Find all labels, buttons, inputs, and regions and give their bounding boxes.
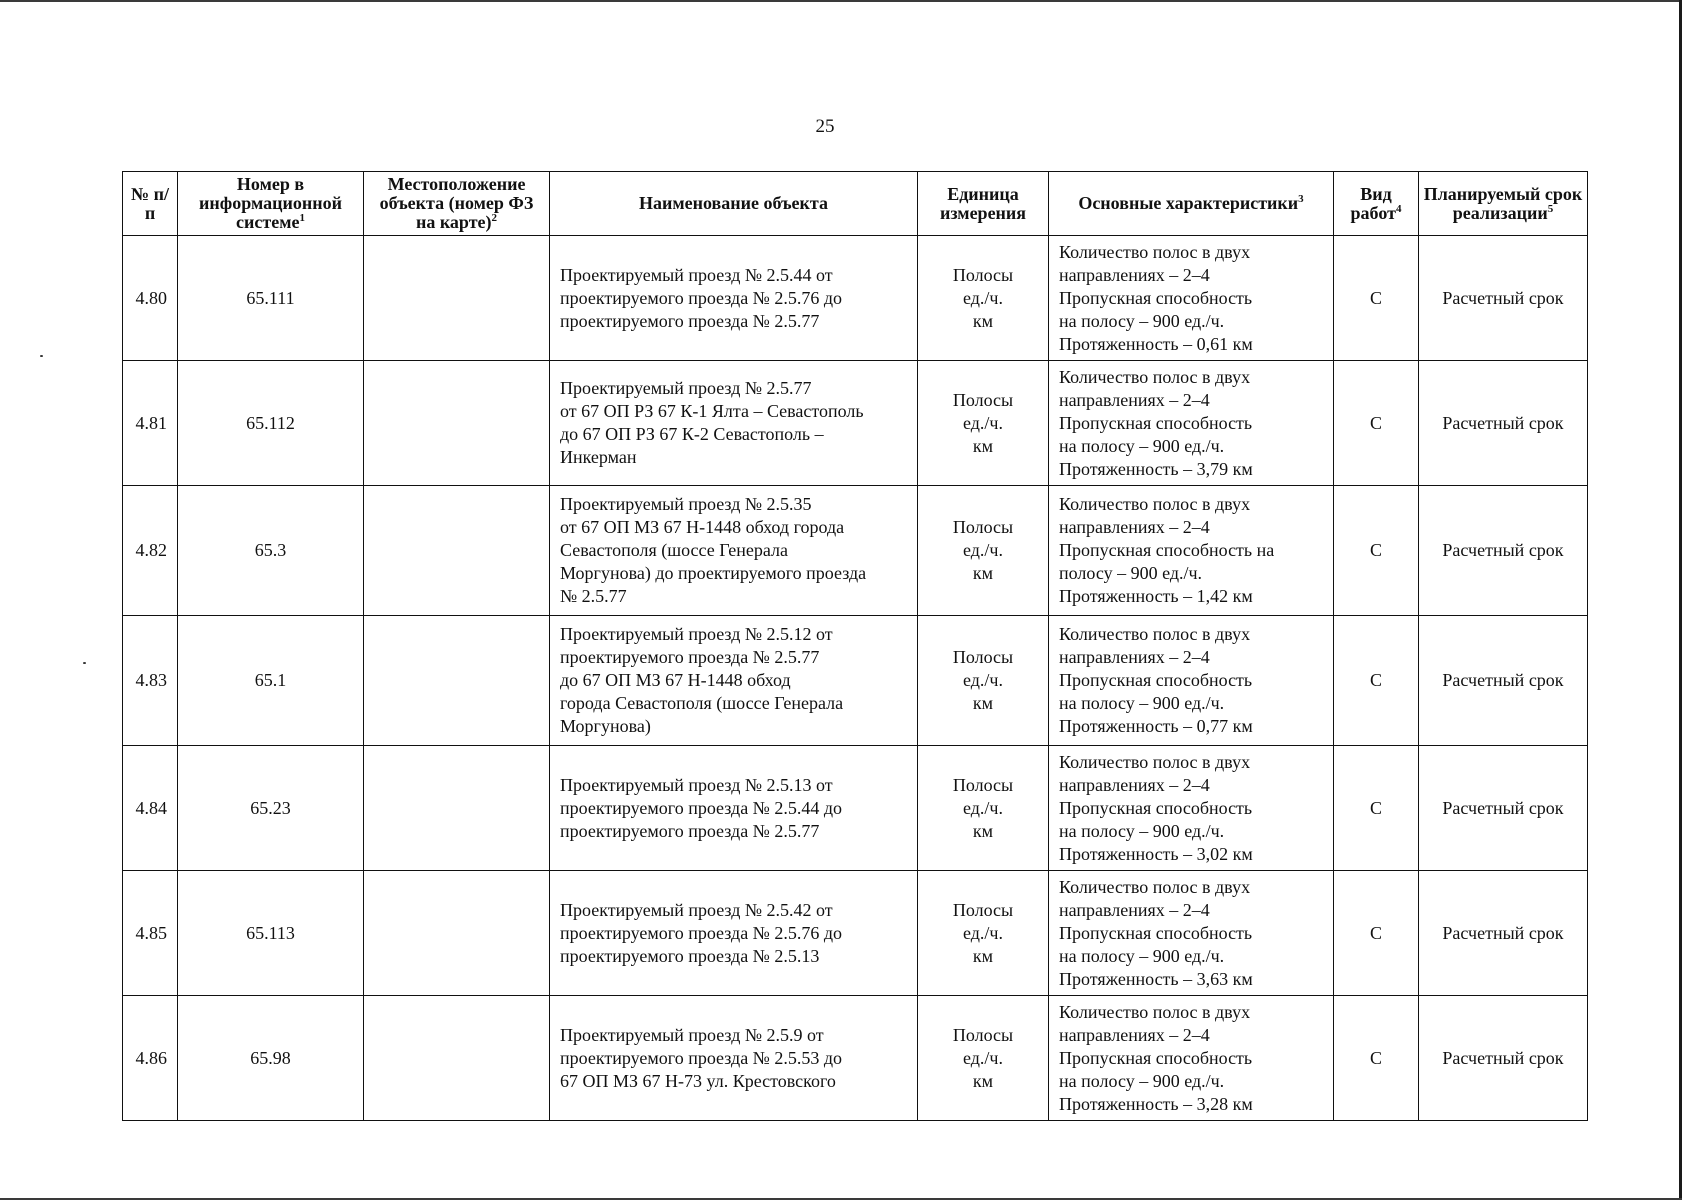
cell-line: Моргунова) bbox=[560, 716, 651, 736]
work-type-cell: С bbox=[1334, 236, 1419, 361]
cell-line: Полосы bbox=[952, 647, 1014, 667]
row-number-cell: 4.86 bbox=[123, 996, 178, 1121]
cell-line: Пропускная способность bbox=[1059, 287, 1253, 308]
work-type-cell: С bbox=[1334, 871, 1419, 996]
planned-term-cell: Расчетный срок bbox=[1419, 361, 1588, 486]
cell-line: направлениях – 2–4 bbox=[1059, 1024, 1210, 1045]
cell-line: ед./ч. bbox=[963, 287, 1003, 308]
footnote-mark: 3 bbox=[1298, 193, 1304, 205]
page-number-text: 25 bbox=[815, 116, 835, 137]
cell-line: на полосу – 900 ед./ч. bbox=[1059, 820, 1225, 841]
object-name-cell bbox=[550, 871, 918, 996]
cell-line: проектируемого проезда № 2.5.13 bbox=[560, 945, 820, 966]
objects-table bbox=[122, 171, 1588, 1121]
header-cell-text: Номер в информационной системе bbox=[199, 174, 342, 232]
row-number-cell: 4.85 bbox=[123, 871, 178, 996]
cell-line: направлениях – 2–4 bbox=[1059, 647, 1210, 667]
cell-line: от 67 ОП РЗ 67 К-1 Ялта – Севастополь bbox=[560, 401, 864, 421]
header-cell bbox=[918, 172, 1049, 236]
unit-cell bbox=[918, 236, 1049, 361]
location-cell bbox=[364, 871, 550, 996]
header-cell-text: Основные характеристики bbox=[1078, 193, 1299, 213]
unit-cell bbox=[918, 996, 1049, 1121]
cell-line: 67 ОП МЗ 67 Н-73 ул. Крестовского bbox=[560, 1070, 836, 1091]
scan-speck bbox=[40, 355, 43, 357]
cell-line: км bbox=[972, 693, 994, 713]
cell-line: Проектируемый проезд № 2.5.12 от bbox=[560, 624, 833, 644]
cell-line: Полосы bbox=[952, 264, 1014, 285]
cell-line: проектируемого проезда № 2.5.77 bbox=[560, 310, 820, 331]
cell-line: Моргунова) до проектируемого проезда bbox=[560, 563, 867, 583]
table-row bbox=[123, 486, 1588, 616]
cell-line: на полосу – 900 ед./ч. bbox=[1059, 310, 1225, 331]
header-cell bbox=[364, 172, 550, 236]
cell-line: Полосы bbox=[952, 774, 1014, 795]
cell-line: Пропускная способность bbox=[1059, 922, 1253, 943]
header-cell bbox=[1049, 172, 1334, 236]
cell-line: направлениях – 2–4 bbox=[1059, 899, 1210, 920]
cell-line: Количество полос в двух bbox=[1059, 1001, 1251, 1022]
unit-cell bbox=[918, 871, 1049, 996]
object-name-cell bbox=[550, 486, 918, 616]
header-cell bbox=[123, 172, 178, 236]
cell-line: от 67 ОП МЗ 67 Н-1448 обход города bbox=[560, 517, 845, 537]
characteristics-cell bbox=[1049, 236, 1334, 361]
object-name-cell bbox=[550, 236, 918, 361]
unit-cell bbox=[918, 486, 1049, 616]
cell-line: ед./ч. bbox=[963, 412, 1003, 433]
cell-line: направлениях – 2–4 bbox=[1059, 774, 1210, 795]
table-row bbox=[123, 746, 1588, 871]
row-number-cell: 4.80 bbox=[123, 236, 178, 361]
system-number-cell: 65.98 bbox=[178, 996, 364, 1121]
system-number-cell: 65.3 bbox=[178, 486, 364, 616]
cell-line: Количество полос в двух bbox=[1059, 876, 1251, 897]
cell-line: км bbox=[972, 563, 994, 583]
cell-line: города Севастополя (шоссе Генерала bbox=[560, 693, 844, 713]
planned-term-cell: Расчетный срок bbox=[1419, 236, 1588, 361]
cell-line: Пропускная способность bbox=[1059, 412, 1253, 433]
cell-line: Протяженность – 1,42 км bbox=[1059, 586, 1253, 606]
cell-line: проектируемого проезда № 2.5.77 bbox=[560, 647, 820, 667]
scan-border-top bbox=[0, 0, 1682, 2]
header-cell-text: Местоположение объекта (номер ФЗ на карте) bbox=[379, 174, 534, 232]
row-number-cell: 4.83 bbox=[123, 616, 178, 746]
cell-line: Севастополя (шоссе Генерала bbox=[560, 540, 788, 560]
header-cell-text: Наименование объекта bbox=[639, 193, 828, 213]
page-number bbox=[0, 116, 1682, 138]
characteristics-cell bbox=[1049, 996, 1334, 1121]
cell-line: направлениях – 2–4 bbox=[1059, 264, 1210, 285]
object-name-cell bbox=[550, 746, 918, 871]
characteristics-cell bbox=[1049, 361, 1334, 486]
unit-cell bbox=[918, 361, 1049, 486]
cell-line: до 67 ОП МЗ 67 Н-1448 обход bbox=[560, 670, 791, 690]
footnote-mark: 1 bbox=[299, 212, 305, 224]
planned-term-cell: Расчетный срок bbox=[1419, 871, 1588, 996]
footnote-mark: 4 bbox=[1395, 202, 1402, 215]
cell-line: Протяженность – 3,28 км bbox=[1059, 1093, 1253, 1114]
cell-line: ед./ч. bbox=[963, 1047, 1003, 1068]
location-cell bbox=[364, 746, 550, 871]
cell-line: Протяженность – 3,02 км bbox=[1059, 843, 1253, 864]
cell-line: ед./ч. bbox=[963, 922, 1003, 943]
work-type-cell: С bbox=[1334, 486, 1419, 616]
cell-line: проектируемого проезда № 2.5.53 до bbox=[560, 1047, 843, 1068]
cell-line: на полосу – 900 ед./ч. bbox=[1059, 1070, 1225, 1091]
cell-line: Количество полос в двух bbox=[1059, 751, 1251, 772]
planned-term-cell: Расчетный срок bbox=[1419, 746, 1588, 871]
scan-speck bbox=[83, 662, 86, 664]
header-cell bbox=[178, 172, 364, 236]
cell-line: на полосу – 900 ед./ч. bbox=[1059, 435, 1225, 456]
object-name-cell bbox=[550, 361, 918, 486]
row-number-cell: 4.84 bbox=[123, 746, 178, 871]
cell-line: Проектируемый проезд № 2.5.44 от bbox=[560, 264, 833, 285]
cell-line: № 2.5.77 bbox=[560, 586, 627, 606]
object-name-cell bbox=[550, 616, 918, 746]
row-number-cell: 4.82 bbox=[123, 486, 178, 616]
cell-line: Проектируемый проезд № 2.5.77 bbox=[560, 378, 812, 398]
table-row bbox=[123, 871, 1588, 996]
row-number-cell: 4.81 bbox=[123, 361, 178, 486]
cell-line: Количество полос в двух bbox=[1059, 241, 1251, 262]
header-cell bbox=[1419, 172, 1588, 236]
cell-line: Количество полос в двух bbox=[1059, 494, 1251, 514]
table-body bbox=[123, 236, 1588, 1121]
cell-line: Инкерман bbox=[560, 447, 637, 467]
footnote-mark: 2 bbox=[491, 212, 498, 224]
unit-cell bbox=[918, 746, 1049, 871]
system-number-cell: 65.1 bbox=[178, 616, 364, 746]
cell-line: направлениях – 2–4 bbox=[1059, 517, 1210, 537]
work-type-cell: С bbox=[1334, 996, 1419, 1121]
cell-line: проектируемого проезда № 2.5.77 bbox=[560, 820, 820, 841]
cell-line: ед./ч. bbox=[963, 540, 1003, 560]
location-cell bbox=[364, 236, 550, 361]
system-number-cell: 65.113 bbox=[178, 871, 364, 996]
work-type-cell: С bbox=[1334, 361, 1419, 486]
cell-line: Полосы bbox=[952, 517, 1014, 537]
cell-line: Протяженность – 3,79 км bbox=[1059, 458, 1253, 479]
work-type-cell: С bbox=[1334, 616, 1419, 746]
header-row bbox=[123, 172, 1588, 236]
work-type-cell: С bbox=[1334, 746, 1419, 871]
header-cell-text: № п/п bbox=[131, 183, 169, 223]
unit-cell bbox=[918, 616, 1049, 746]
table-row bbox=[123, 616, 1588, 746]
location-cell bbox=[364, 616, 550, 746]
cell-line: Количество полос в двух bbox=[1059, 624, 1251, 644]
cell-line: км bbox=[972, 310, 994, 331]
table-header bbox=[123, 172, 1588, 236]
cell-line: Протяженность – 0,61 км bbox=[1059, 333, 1253, 354]
cell-line: проектируемого проезда № 2.5.44 до bbox=[560, 797, 843, 818]
cell-line: направлениях – 2–4 bbox=[1059, 389, 1210, 410]
cell-line: Полосы bbox=[952, 1024, 1014, 1045]
characteristics-cell bbox=[1049, 486, 1334, 616]
cell-line: проектируемого проезда № 2.5.76 до bbox=[560, 287, 843, 308]
cell-line: до 67 ОП РЗ 67 К-2 Севастополь – bbox=[560, 424, 824, 444]
system-number-cell: 65.111 bbox=[178, 236, 364, 361]
planned-term-cell: Расчетный срок bbox=[1419, 486, 1588, 616]
cell-line: Протяженность – 3,63 км bbox=[1059, 968, 1253, 989]
cell-line: полосу – 900 ед./ч. bbox=[1059, 563, 1203, 583]
cell-line: на полосу – 900 ед./ч. bbox=[1059, 693, 1225, 713]
cell-line: Проектируемый проезд № 2.5.35 bbox=[560, 494, 812, 514]
footnote-mark: 5 bbox=[1547, 202, 1554, 215]
cell-line: Протяженность – 0,77 км bbox=[1059, 716, 1253, 736]
planned-term-cell: Расчетный срок bbox=[1419, 996, 1588, 1121]
table-row bbox=[123, 236, 1588, 361]
location-cell bbox=[364, 996, 550, 1121]
planned-term-cell: Расчетный срок bbox=[1419, 616, 1588, 746]
object-name-cell bbox=[550, 996, 918, 1121]
cell-line: км bbox=[972, 945, 994, 966]
table-row bbox=[123, 361, 1588, 486]
table-row bbox=[123, 996, 1588, 1121]
cell-line: км bbox=[972, 1070, 994, 1091]
characteristics-cell bbox=[1049, 871, 1334, 996]
cell-line: Проектируемый проезд № 2.5.13 от bbox=[560, 774, 833, 795]
cell-line: Количество полос в двух bbox=[1059, 366, 1251, 387]
cell-line: Полосы bbox=[952, 899, 1014, 920]
cell-line: км bbox=[972, 820, 994, 841]
cell-line: Пропускная способность bbox=[1059, 1047, 1253, 1068]
header-cell-text: Единица измерения bbox=[939, 183, 1027, 223]
cell-line: Полосы bbox=[952, 389, 1014, 410]
characteristics-cell bbox=[1049, 746, 1334, 871]
system-number-cell: 65.112 bbox=[178, 361, 364, 486]
cell-line: Проектируемый проезд № 2.5.42 от bbox=[560, 899, 833, 920]
header-cell bbox=[550, 172, 918, 236]
system-number-cell: 65.23 bbox=[178, 746, 364, 871]
location-cell bbox=[364, 361, 550, 486]
cell-line: проектируемого проезда № 2.5.76 до bbox=[560, 922, 843, 943]
cell-line: Проектируемый проезд № 2.5.9 от bbox=[560, 1024, 824, 1045]
cell-line: на полосу – 900 ед./ч. bbox=[1059, 945, 1225, 966]
characteristics-cell bbox=[1049, 616, 1334, 746]
location-cell bbox=[364, 486, 550, 616]
cell-line: Пропускная способность на bbox=[1059, 540, 1275, 560]
cell-line: ед./ч. bbox=[963, 797, 1003, 818]
cell-line: км bbox=[972, 435, 994, 456]
header-cell-text: Планируемый срок реализации bbox=[1423, 183, 1583, 223]
cell-line: ед./ч. bbox=[963, 670, 1003, 690]
cell-line: Пропускная способность bbox=[1059, 797, 1253, 818]
header-cell bbox=[1334, 172, 1419, 236]
cell-line: Пропускная способность bbox=[1059, 670, 1253, 690]
header-cell-text: Вид работ bbox=[1350, 183, 1396, 223]
